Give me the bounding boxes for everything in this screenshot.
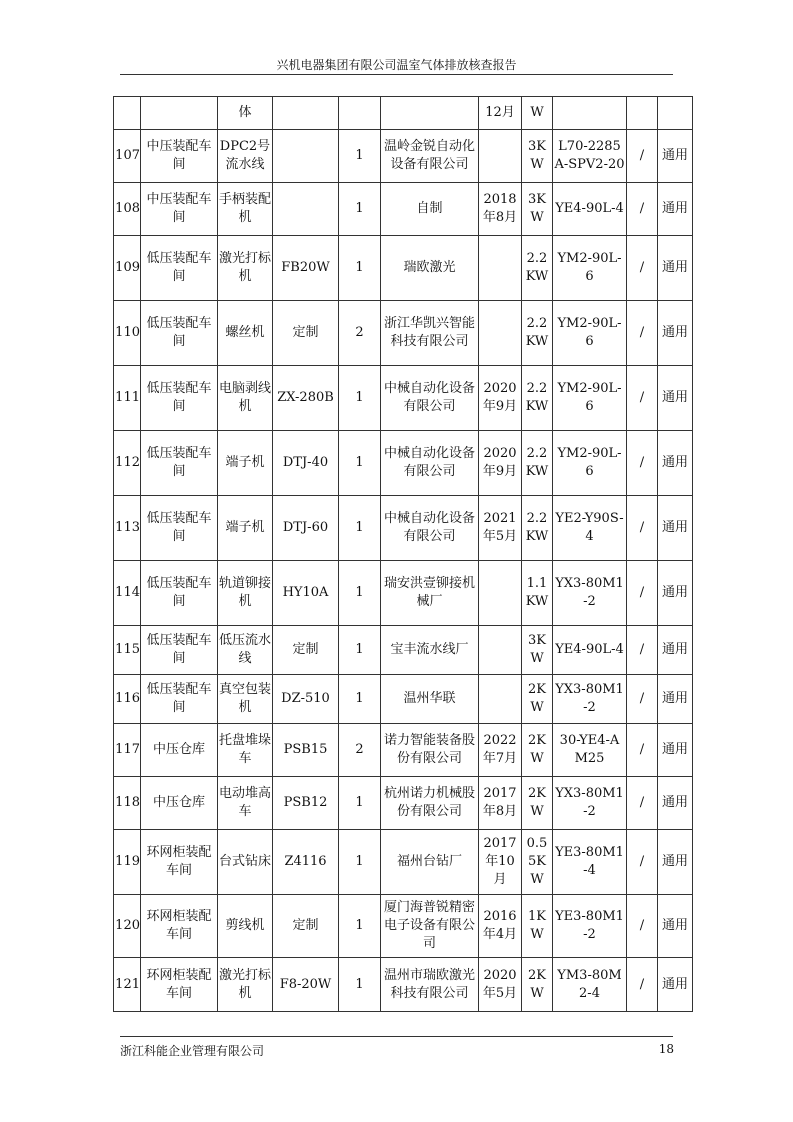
equipment-name-cell: 低压流水线 [218,626,273,675]
equipment-type-cell: 通用 [658,675,693,724]
equipment-type-cell: 通用 [658,431,693,496]
model-cell [273,97,339,130]
quantity-cell: 1 [339,496,381,561]
production-date-cell [479,236,522,301]
energy-efficiency-cell: / [627,830,658,895]
table-row [114,895,693,958]
quantity-cell: 1 [339,830,381,895]
production-date-cell: 2020年5月 [479,958,522,1012]
equipment-name-cell: 体 [218,97,273,130]
equipment-type-cell: 通用 [658,366,693,431]
motor-model-cell: YM2-90L-6 [553,236,627,301]
workshop-cell: 中压仓库 [141,777,218,830]
motor-power-cell: 1KW [522,895,553,958]
model-cell: ZX-280B [273,366,339,431]
workshop-cell: 低压装配车间 [141,626,218,675]
energy-efficiency-cell: / [627,366,658,431]
workshop-cell: 低压装配车间 [141,366,218,431]
motor-power-cell: 2.2KW [522,236,553,301]
row-number-cell: 119 [114,830,141,895]
workshop-cell: 低压装配车间 [141,675,218,724]
row-number-cell: 109 [114,236,141,301]
motor-model-cell: YX3-80M1-2 [553,777,627,830]
motor-power-cell: 3KW [522,183,553,236]
quantity-cell: 1 [339,561,381,626]
workshop-cell: 中压装配车间 [141,183,218,236]
table-row [114,626,693,675]
equipment-table [113,96,693,1012]
table-row [114,431,693,496]
equipment-type-cell: 通用 [658,626,693,675]
motor-power-cell: 2.2KW [522,301,553,366]
header-divider [120,74,673,75]
manufacturer-cell: 中械自动化设备有限公司 [381,431,479,496]
manufacturer-cell: 中械自动化设备有限公司 [381,496,479,561]
production-date-cell: 12月 [479,97,522,130]
table-row [114,830,693,895]
table-row-continued [114,97,693,130]
manufacturer-cell: 温岭金锐自动化设备有限公司 [381,130,479,183]
energy-efficiency-cell [627,97,658,130]
energy-efficiency-cell: / [627,301,658,366]
manufacturer-cell: 福州台钻厂 [381,830,479,895]
production-date-cell: 2017年10月 [479,830,522,895]
quantity-cell: 1 [339,183,381,236]
energy-efficiency-cell: / [627,561,658,626]
energy-efficiency-cell: / [627,626,658,675]
table-row [114,724,693,777]
table-row [114,366,693,431]
quantity-cell [339,97,381,130]
row-number-cell: 118 [114,777,141,830]
equipment-name-cell: 电动堆高车 [218,777,273,830]
motor-power-cell: 0.55KW [522,830,553,895]
table-row [114,496,693,561]
row-number-cell: 120 [114,895,141,958]
motor-power-cell: 2.2KW [522,431,553,496]
model-cell: HY10A [273,561,339,626]
workshop-cell: 低压装配车间 [141,496,218,561]
model-cell: DTJ-60 [273,496,339,561]
row-number-cell: 108 [114,183,141,236]
row-number-cell: 111 [114,366,141,431]
manufacturer-cell: 诺力智能装备股份有限公司 [381,724,479,777]
equipment-name-cell: 激光打标机 [218,958,273,1012]
motor-model-cell: YE2-Y90S-4 [553,496,627,561]
energy-efficiency-cell: / [627,777,658,830]
page-number: 18 [658,1042,674,1056]
quantity-cell: 1 [339,895,381,958]
footer-divider [120,1036,673,1037]
model-cell: DTJ-40 [273,431,339,496]
motor-model-cell: YM2-90L-6 [553,301,627,366]
report-header-title: 兴机电器集团有限公司温室气体排放核查报告 [276,58,517,72]
equipment-type-cell: 通用 [658,301,693,366]
production-date-cell: 2017年8月 [479,777,522,830]
model-cell: Z4116 [273,830,339,895]
energy-efficiency-cell: / [627,958,658,1012]
footer-company: 浙江科能企业管理有限公司 [120,1044,265,1058]
row-number-cell [114,97,141,130]
manufacturer-cell: 瑞欧激光 [381,236,479,301]
manufacturer-cell: 中械自动化设备有限公司 [381,366,479,431]
equipment-type-cell: 通用 [658,830,693,895]
workshop-cell: 中压仓库 [141,724,218,777]
model-cell: F8-20W [273,958,339,1012]
production-date-cell [479,301,522,366]
energy-efficiency-cell: / [627,130,658,183]
motor-power-cell: 2.2KW [522,496,553,561]
workshop-cell: 环网柜装配车间 [141,958,218,1012]
quantity-cell: 1 [339,366,381,431]
production-date-cell: 2016年4月 [479,895,522,958]
energy-efficiency-cell: / [627,236,658,301]
energy-efficiency-cell: / [627,496,658,561]
model-cell [273,183,339,236]
model-cell: PSB15 [273,724,339,777]
motor-model-cell: YE3-80M1-4 [553,830,627,895]
motor-model-cell: L70-2285A-SPV2-20 [553,130,627,183]
motor-power-cell: 3KW [522,130,553,183]
equipment-type-cell: 通用 [658,724,693,777]
equipment-name-cell: 电脑剥线机 [218,366,273,431]
table-row [114,777,693,830]
motor-model-cell [553,97,627,130]
motor-power-cell: 2KW [522,958,553,1012]
equipment-type-cell: 通用 [658,130,693,183]
energy-efficiency-cell: / [627,183,658,236]
equipment-type-cell: 通用 [658,236,693,301]
model-cell: DZ-510 [273,675,339,724]
motor-power-cell: W [522,97,553,130]
equipment-name-cell: 端子机 [218,496,273,561]
workshop-cell: 低压装配车间 [141,561,218,626]
production-date-cell [479,626,522,675]
equipment-name-cell: DPC2号流水线 [218,130,273,183]
production-date-cell [479,561,522,626]
motor-power-cell: 2KW [522,777,553,830]
workshop-cell: 环网柜装配车间 [141,830,218,895]
motor-model-cell: YE4-90L-4 [553,626,627,675]
manufacturer-cell: 宝丰流水线厂 [381,626,479,675]
equipment-name-cell: 剪线机 [218,895,273,958]
manufacturer-cell: 浙江华凯兴智能科技有限公司 [381,301,479,366]
model-cell: 定制 [273,301,339,366]
model-cell: 定制 [273,895,339,958]
motor-model-cell: YX3-80M1-2 [553,675,627,724]
row-number-cell: 115 [114,626,141,675]
energy-efficiency-cell: / [627,431,658,496]
workshop-cell: 中压装配车间 [141,130,218,183]
quantity-cell: 1 [339,777,381,830]
workshop-cell: 低压装配车间 [141,301,218,366]
workshop-cell: 低压装配车间 [141,431,218,496]
equipment-type-cell: 通用 [658,777,693,830]
motor-power-cell: 2KW [522,675,553,724]
workshop-cell [141,97,218,130]
row-number-cell: 113 [114,496,141,561]
table-row [114,236,693,301]
production-date-cell: 2021年5月 [479,496,522,561]
production-date-cell: 2018年8月 [479,183,522,236]
row-number-cell: 116 [114,675,141,724]
equipment-name-cell: 轨道铆接机 [218,561,273,626]
motor-model-cell: YE3-80M1-2 [553,895,627,958]
energy-efficiency-cell: / [627,895,658,958]
quantity-cell: 1 [339,626,381,675]
motor-model-cell: YM2-90L-6 [553,431,627,496]
quantity-cell: 1 [339,130,381,183]
row-number-cell: 110 [114,301,141,366]
model-cell: PSB12 [273,777,339,830]
table-row [114,183,693,236]
quantity-cell: 1 [339,958,381,1012]
quantity-cell: 2 [339,724,381,777]
equipment-name-cell: 激光打标机 [218,236,273,301]
equipment-name-cell: 真空包装机 [218,675,273,724]
equipment-type-cell: 通用 [658,895,693,958]
motor-model-cell: 30-YE4-AM25 [553,724,627,777]
equipment-name-cell: 螺丝机 [218,301,273,366]
equipment-type-cell: 通用 [658,561,693,626]
row-number-cell: 117 [114,724,141,777]
manufacturer-cell [381,97,479,130]
manufacturer-cell: 瑞安洪壹铆接机械厂 [381,561,479,626]
equipment-type-cell: 通用 [658,496,693,561]
table-row [114,675,693,724]
quantity-cell: 1 [339,431,381,496]
equipment-name-cell: 托盘堆垛车 [218,724,273,777]
row-number-cell: 114 [114,561,141,626]
motor-model-cell: YM2-90L-6 [553,366,627,431]
table-row [114,958,693,1012]
model-cell [273,130,339,183]
row-number-cell: 121 [114,958,141,1012]
model-cell: FB20W [273,236,339,301]
quantity-cell: 2 [339,301,381,366]
quantity-cell: 1 [339,236,381,301]
energy-efficiency-cell: / [627,675,658,724]
production-date-cell: 2020年9月 [479,366,522,431]
motor-power-cell: 2KW [522,724,553,777]
motor-model-cell: YM3-80M2-4 [553,958,627,1012]
motor-power-cell: 2.2KW [522,366,553,431]
equipment-name-cell: 端子机 [218,431,273,496]
table-row [114,301,693,366]
equipment-type-cell [658,97,693,130]
equipment-name-cell: 手柄装配机 [218,183,273,236]
quantity-cell: 1 [339,675,381,724]
equipment-type-cell: 通用 [658,958,693,1012]
production-date-cell: 2020年9月 [479,431,522,496]
workshop-cell: 低压装配车间 [141,236,218,301]
table-row [114,130,693,183]
motor-power-cell: 1.1KW [522,561,553,626]
manufacturer-cell: 自制 [381,183,479,236]
equipment-name-cell: 台式钻床 [218,830,273,895]
motor-power-cell: 3KW [522,626,553,675]
manufacturer-cell: 温州华联 [381,675,479,724]
row-number-cell: 112 [114,431,141,496]
workshop-cell: 环网柜装配车间 [141,895,218,958]
manufacturer-cell: 温州市瑞欧激光科技有限公司 [381,958,479,1012]
table-row [114,561,693,626]
motor-model-cell: YX3-80M1-2 [553,561,627,626]
manufacturer-cell: 厦门海普锐精密电子设备有限公司 [381,895,479,958]
manufacturer-cell: 杭州诺力机械股份有限公司 [381,777,479,830]
energy-efficiency-cell: / [627,724,658,777]
motor-model-cell: YE4-90L-4 [553,183,627,236]
equipment-type-cell: 通用 [658,183,693,236]
production-date-cell: 2022年7月 [479,724,522,777]
row-number-cell: 107 [114,130,141,183]
model-cell: 定制 [273,626,339,675]
production-date-cell [479,130,522,183]
production-date-cell [479,675,522,724]
